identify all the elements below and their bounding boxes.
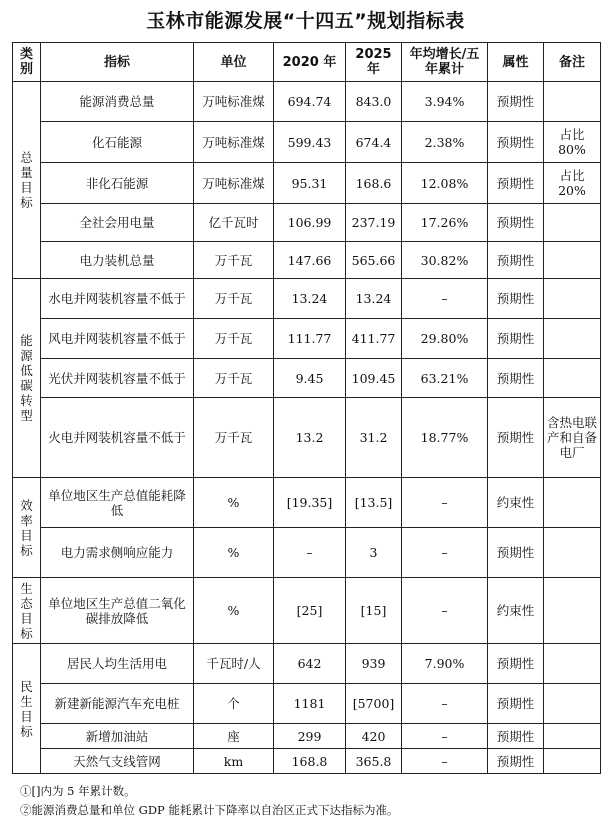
cell-unit: 座 [194,724,274,749]
footnote-2: ②能源消费总量和单位 GDP 能耗累计下降率以自治区正式下达指标为准。 [20,803,399,817]
cell-indicator: 水电并网装机容量不低于 [41,279,194,319]
cell-remark [544,242,601,279]
cell-2025: 674.4 [346,122,402,163]
table-row [13,359,601,398]
cell-2025: 109.45 [346,359,402,398]
cell-indicator: 电力装机总量 [41,242,194,279]
cell-growth: – [402,279,488,319]
cell-remark [544,478,601,528]
cell-2025: 411.77 [346,319,402,359]
table-row [13,398,601,478]
cell-attribute: 预期性 [488,279,544,319]
cell-attribute: 预期性 [488,684,544,724]
cell-unit: 个 [194,684,274,724]
cell-indicator: 电力需求侧响应能力 [41,528,194,578]
cell-unit: 亿千瓦时 [194,204,274,242]
cell-indicator: 能源消费总量 [41,82,194,122]
cell-indicator: 单位地区生产总值二氧化碳排放降低 [41,578,194,644]
cell-growth: 18.77% [402,398,488,478]
group-ecology: 生态目标 [13,578,41,644]
cell-remark [544,204,601,242]
cell-growth: 17.26% [402,204,488,242]
cell-2020: [19.35] [274,478,346,528]
cell-unit: % [194,578,274,644]
cell-2025: 365.8 [346,749,402,774]
cell-remark [544,644,601,684]
table-row [13,528,601,578]
table-row [13,82,601,122]
cell-attribute: 约束性 [488,578,544,644]
cell-unit: % [194,478,274,528]
cell-remark: 含热电联产和自备电厂 [544,398,601,478]
cell-growth: – [402,749,488,774]
cell-2020: 1181 [274,684,346,724]
cell-remark: 占比 80% [544,122,601,163]
cell-indicator: 风电并网装机容量不低于 [41,319,194,359]
cell-growth: – [402,724,488,749]
cell-indicator: 新增加油站 [41,724,194,749]
cell-attribute: 预期性 [488,398,544,478]
cell-growth: – [402,684,488,724]
cell-2025: 237.19 [346,204,402,242]
header-indicator: 指标 [41,43,194,82]
cell-2025: 168.6 [346,163,402,204]
header-unit: 单位 [194,43,274,82]
cell-2020: 147.66 [274,242,346,279]
cell-growth: 7.90% [402,644,488,684]
cell-attribute: 预期性 [488,242,544,279]
footnote-1: ①[]内为 5 年累计数。 [20,784,136,798]
group-transition: 能源低碳转型 [13,279,41,478]
indicator-table [12,42,601,774]
group-livelihood: 民生目标 [13,644,41,774]
cell-2020: 13.24 [274,279,346,319]
cell-2020: 106.99 [274,204,346,242]
cell-2025: 13.24 [346,279,402,319]
cell-2025: [15] [346,578,402,644]
cell-2020: 111.77 [274,319,346,359]
cell-unit: 万吨标准煤 [194,82,274,122]
cell-growth: 2.38% [402,122,488,163]
header-category: 类别 [13,43,41,82]
cell-2025: 843.0 [346,82,402,122]
footnotes [20,782,600,820]
cell-2020: [25] [274,578,346,644]
cell-indicator: 化石能源 [41,122,194,163]
table-row [13,204,601,242]
cell-attribute: 预期性 [488,163,544,204]
table-row [13,724,601,749]
cell-remark [544,578,601,644]
cell-attribute: 预期性 [488,724,544,749]
cell-indicator: 全社会用电量 [41,204,194,242]
cell-unit: % [194,528,274,578]
cell-remark [544,749,601,774]
table-row [13,684,601,724]
cell-2020: 13.2 [274,398,346,478]
cell-indicator: 火电并网装机容量不低于 [41,398,194,478]
cell-growth: 63.21% [402,359,488,398]
header-attribute: 属性 [488,43,544,82]
cell-2020: 299 [274,724,346,749]
cell-2025: 3 [346,528,402,578]
header-growth: 年均增长/五年累计 [402,43,488,82]
group-efficiency: 效率目标 [13,478,41,578]
cell-growth: 29.80% [402,319,488,359]
table-row [13,122,601,163]
table-row [13,578,601,644]
cell-unit: 万千瓦 [194,279,274,319]
table-row [13,644,601,684]
cell-2020: 694.74 [274,82,346,122]
cell-attribute: 约束性 [488,478,544,528]
cell-unit: km [194,749,274,774]
cell-2025: 939 [346,644,402,684]
cell-unit: 万千瓦 [194,242,274,279]
cell-growth: 30.82% [402,242,488,279]
cell-indicator: 单位地区生产总值能耗降低 [41,478,194,528]
cell-indicator: 新建新能源汽车充电桩 [41,684,194,724]
cell-growth: – [402,578,488,644]
cell-indicator: 光伏并网装机容量不低于 [41,359,194,398]
cell-2025: 31.2 [346,398,402,478]
cell-attribute: 预期性 [488,359,544,398]
cell-growth: – [402,528,488,578]
cell-growth: – [402,478,488,528]
cell-2020: 9.45 [274,359,346,398]
cell-remark [544,684,601,724]
cell-2020: 95.31 [274,163,346,204]
cell-attribute: 预期性 [488,528,544,578]
cell-remark [544,528,601,578]
cell-growth: 12.08% [402,163,488,204]
cell-attribute: 预期性 [488,204,544,242]
cell-2025: 420 [346,724,402,749]
cell-attribute: 预期性 [488,122,544,163]
table-row [13,163,601,204]
cell-growth: 3.94% [402,82,488,122]
cell-attribute: 预期性 [488,644,544,684]
cell-attribute: 预期性 [488,82,544,122]
header-remark: 备注 [544,43,601,82]
cell-unit: 千瓦时/人 [194,644,274,684]
cell-2020: – [274,528,346,578]
cell-2020: 168.8 [274,749,346,774]
cell-remark [544,359,601,398]
table-row [13,279,601,319]
cell-remark [544,319,601,359]
cell-remark [544,724,601,749]
table-row [13,319,601,359]
cell-remark [544,82,601,122]
table-header-row [13,43,601,82]
cell-2025: [13.5] [346,478,402,528]
cell-remark: 占比 20% [544,163,601,204]
cell-unit: 万吨标准煤 [194,163,274,204]
cell-unit: 万吨标准煤 [194,122,274,163]
table-row [13,242,601,279]
cell-2020: 642 [274,644,346,684]
group-total: 总量目标 [13,82,41,279]
cell-indicator: 居民人均生活用电 [41,644,194,684]
cell-remark [544,279,601,319]
cell-indicator: 非化石能源 [41,163,194,204]
cell-unit: 万千瓦 [194,359,274,398]
cell-unit: 万千瓦 [194,398,274,478]
cell-attribute: 预期性 [488,749,544,774]
page-title: 玉林市能源发展“十四五”规划指标表 [146,10,465,32]
table-row [13,749,601,774]
cell-unit: 万千瓦 [194,319,274,359]
header-2020: 2020 年 [274,43,346,82]
cell-2025: [5700] [346,684,402,724]
cell-2020: 599.43 [274,122,346,163]
header-2025: 2025 年 [346,43,402,82]
table-row [13,478,601,528]
cell-attribute: 预期性 [488,319,544,359]
cell-indicator: 天然气支线管网 [41,749,194,774]
cell-2025: 565.66 [346,242,402,279]
